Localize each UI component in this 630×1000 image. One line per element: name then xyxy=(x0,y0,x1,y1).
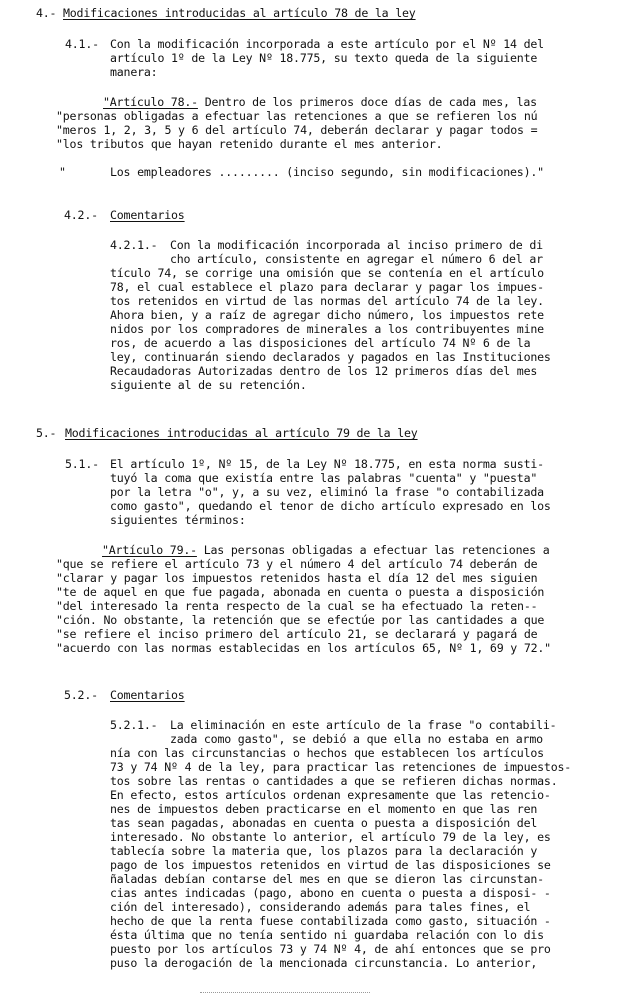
section-4-number: 4.- xyxy=(36,6,57,20)
para-4-1-line: manera: xyxy=(110,65,158,79)
quote-79-line-1 xyxy=(102,543,549,557)
para-4-2-1-line: tos retenidos en virtud de las normas del artículo 74 de la ley. xyxy=(110,294,544,308)
para-5-2-1-line: tas sean pagadas, abonadas en cuenta o puesta a disposición del xyxy=(110,816,538,830)
para-4-1-line: artículo 1º de la Ley Nº 18.775, su texto queda de la siguiente xyxy=(110,51,538,65)
para-5-2-1-first-line: La eliminación en este artículo de la frase "o contabili- xyxy=(170,718,557,732)
quote-79-text: Las personas obligadas a efectuar las retenciones a xyxy=(196,543,550,557)
quote-78-line: "los tributos que hayan retenido durante el mes anterior. xyxy=(56,137,443,151)
para-4-2-1-line: siguiente al de su retención. xyxy=(110,378,307,392)
quote-79-line: "te de aquel en que fue pagada, abonada en cuenta o puesta a disposición xyxy=(56,585,545,599)
para-5-2-1-line: hecho de que la renta fuese contabilizada como gasto, situación - xyxy=(110,914,551,928)
quote-79-line: "ción. No obstante, la retención que se efectúe por las cantidades a que xyxy=(56,613,545,627)
quote-78-line-1 xyxy=(103,95,537,109)
para-5-1-line: siguientes términos: xyxy=(110,513,246,527)
para-5-2-number: 5.2.- xyxy=(64,688,98,702)
para-5-1-line: El artículo 1º, Nº 15, de la Ley Nº 18.775, en esta norma susti- xyxy=(110,457,544,471)
para-4-2-title: Comentarios xyxy=(110,208,185,222)
quote-79-line: "del interesado la renta respecto de la cual se ha efectuado la reten-- xyxy=(56,599,538,613)
para-5-2-1-line: 73 y 74 Nº 4 de la ley, para practicar las retenciones de impuestos- xyxy=(110,760,572,774)
quote-78-continuation: Los empleadores ......... (inciso segundo, sin modificaciones)." xyxy=(110,165,544,179)
para-4-2-1-line: ros, de acuerdo a las disposiciones del artículo 74 Nº 6 de la xyxy=(110,336,531,350)
para-5-2-1-line: puesto por los artículos 73 y 74 Nº 4, de ahí entonces que se pro xyxy=(110,942,551,956)
para-5-1-number: 5.1.- xyxy=(65,457,99,471)
para-5-1-line: tuyó la coma que existía entre las palabras "cuenta" y "puesta" xyxy=(110,471,538,485)
para-5-2-1-line: ésta última que no tenía sentido ni guardaba relación con lo dis xyxy=(110,928,544,942)
para-4-2-1-line: ley, continuarán siendo declarados y pagados en las Instituciones xyxy=(110,350,551,364)
section-5-number: 5.- xyxy=(36,426,57,440)
para-4-1-number: 4.1.- xyxy=(65,37,99,51)
quote-78-continuation-mark: " xyxy=(59,165,66,179)
para-4-2-1-line: Recaudadoras Autorizadas dentro de los 12 primeros días del mes xyxy=(110,364,538,378)
para-5-2-1-line: ñaladas debían contarse del mes en que se dieron las circunstan- xyxy=(110,872,544,886)
para-5-2-1-line: tablecía sobre la materia que, los plazos para la declaración y xyxy=(110,844,538,858)
para-5-2-1-number: 5.2.1.- xyxy=(110,718,158,732)
para-5-2-1-line: ción del interesado), considerando además para tales fines, el xyxy=(110,900,531,914)
para-4-2-number: 4.2.- xyxy=(64,208,98,222)
para-5-1-line: por la letra "o", y, a su vez, eliminó la frase "o contabilizada xyxy=(110,485,544,499)
para-4-2-1-line: tículo 74, se corrige una omisión que se contenía en el artículo xyxy=(110,266,544,280)
para-4-1-line: Con la modificación incorporada a este artículo por el Nº 14 del xyxy=(110,37,544,51)
quote-79-line: "se refiere el inciso primero del artículo 21, se declarará y pagará de xyxy=(56,627,538,641)
para-4-2-1-number: 4.2.1.- xyxy=(110,238,158,252)
para-5-2-1-line: nía con las circunstancias o hechos que establecen los artículos xyxy=(110,746,544,760)
para-4-2-1-line: Ahora bien, y a raíz de agregar dicho número, los impuestos rete xyxy=(110,308,544,322)
quote-79-article-label: "Artículo 79.- xyxy=(102,543,197,557)
quote-79-line: "acuerdo con las normas establecidas en los artículos 65, Nº 1, 69 y 72." xyxy=(56,641,551,655)
para-5-2-1-line: En efecto, estos artículos ordenan expresamente que las retencio- xyxy=(110,788,551,802)
para-5-2-1-line: cias antes indicadas (pago, abono en cuenta o puesta a disposi- - xyxy=(110,886,551,900)
quote-78-text: Dentro de los primeros doce días de cada mes, las xyxy=(197,95,537,109)
quote-78-line: "meros 1, 2, 3, 5 y 6 del artículo 74, deberán declarar y pagar todos = xyxy=(56,123,538,137)
para-5-2-title: Comentarios xyxy=(110,688,185,702)
para-4-2-1-line: 78, el cual establece el plazo para declarar y pagar los impues- xyxy=(110,280,544,294)
quote-78-line: "personas obligadas a efectuar las retenciones a que se refieren los nú xyxy=(56,109,538,123)
quote-78-article-label: "Artículo 78.- xyxy=(103,95,198,109)
quote-79-line: "que se refiere el artículo 73 y el número 4 del artículo 74 deberán de xyxy=(56,557,538,571)
para-5-2-1-line: nes de impuestos deben practicarse en el momento en que las ren xyxy=(110,802,538,816)
para-4-2-1-first-line: Con la modificación incorporada al inciso primero de di xyxy=(170,238,543,252)
para-5-2-1-line: interesado. No obstante lo anterior, el artículo 79 de la ley, es xyxy=(110,830,551,844)
quote-79-line: "clarar y pagar los impuestos retenidos hasta el día 12 del mes siguien xyxy=(56,571,538,585)
para-4-2-1-line: nidos por los compradores de minerales a los contribuyentes mine xyxy=(110,322,544,336)
para-4-2-1-line: cho artículo, consistente en agregar el número 6 del ar xyxy=(170,252,543,266)
section-4-title: Modificaciones introducidas al artículo 78 de la ley xyxy=(63,6,416,20)
para-5-2-1-line: puso la derogación de la mencionada circunstancia. Lo anterior, xyxy=(110,956,538,970)
para-5-2-1-line: zada como gasto", se debió a que ella no estaba en armo xyxy=(170,732,543,746)
section-5-title: Modificaciones introducidas al artículo 79 de la ley xyxy=(65,426,418,440)
scan-artifact-dots xyxy=(200,992,370,994)
para-5-2-1-line: tos sobre las rentas o cantidades a que se refieren dichas normas. xyxy=(110,774,558,788)
para-5-1-line: como gasto", quedando el tenor de dicho artículo expresado en los xyxy=(110,499,551,513)
para-5-2-1-line: pago de los impuestos retenidos en virtud de las disposiciones se xyxy=(110,858,551,872)
